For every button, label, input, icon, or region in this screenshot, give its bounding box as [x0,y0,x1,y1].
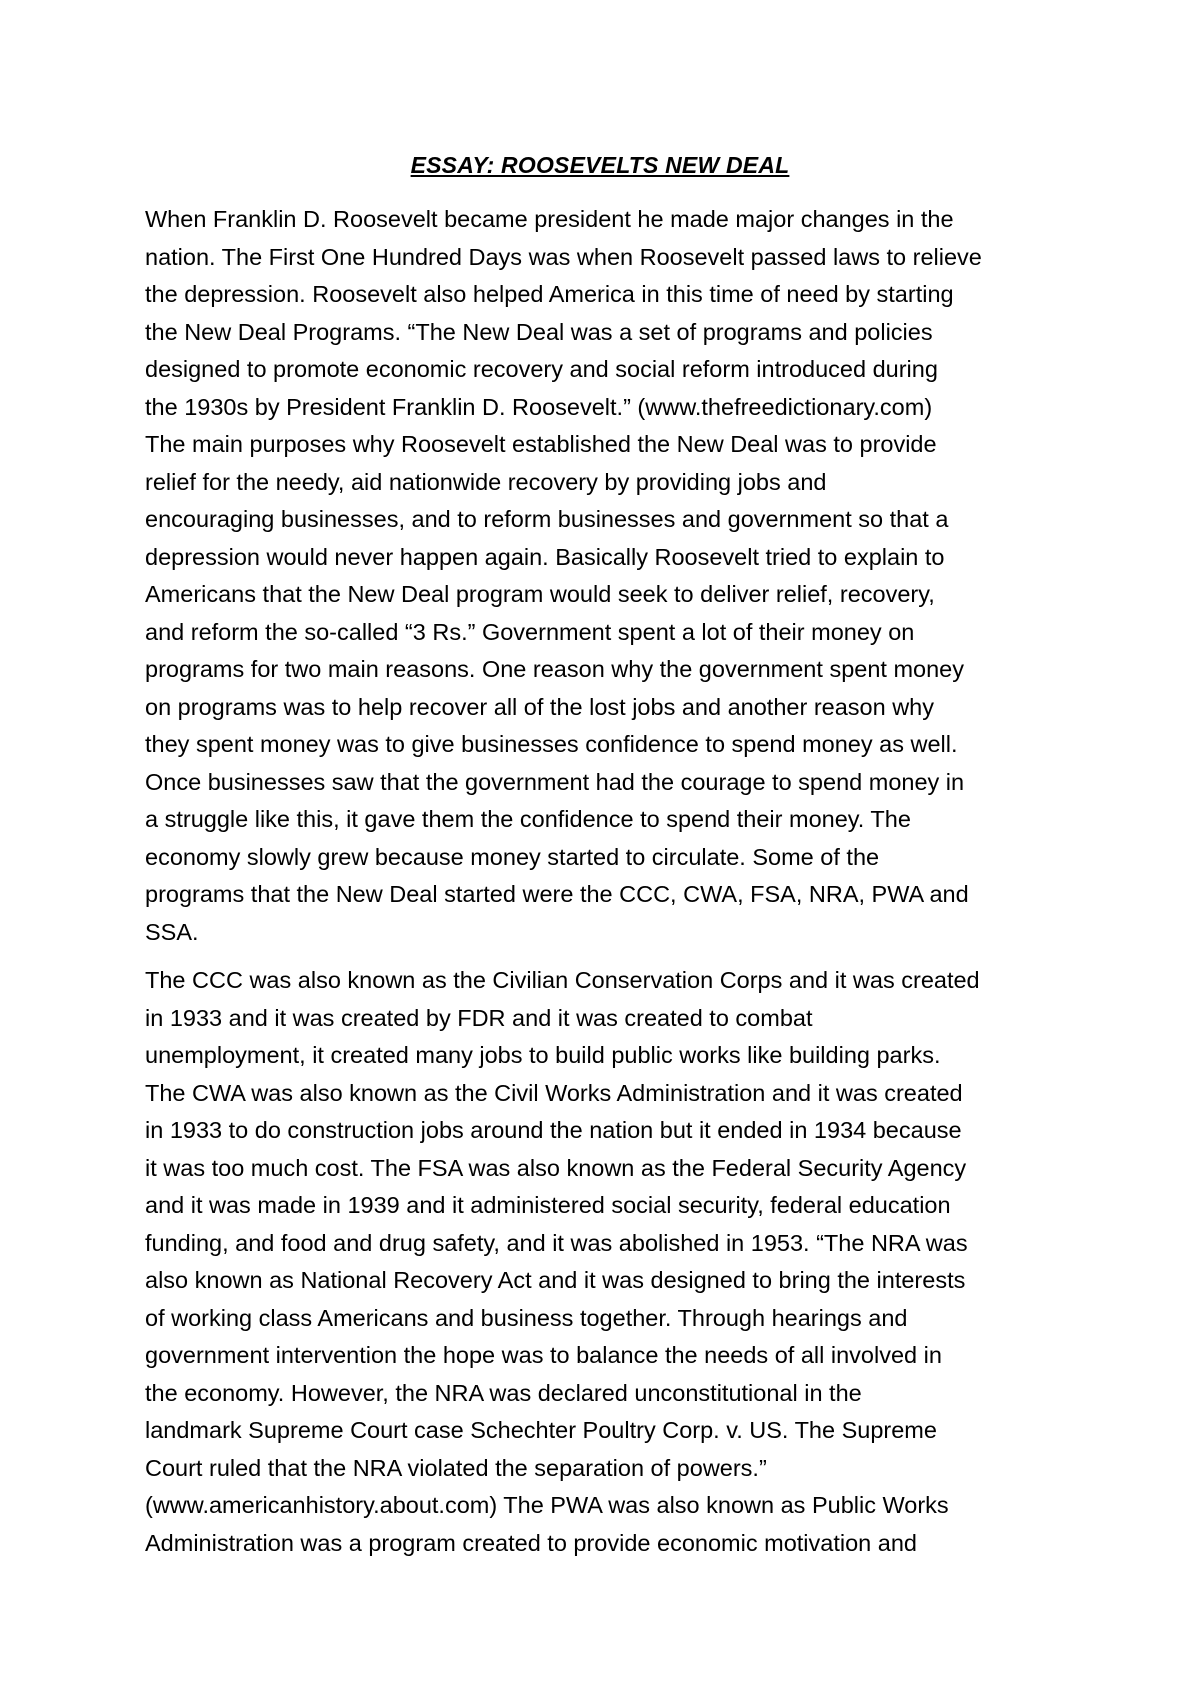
text-line: The main purposes why Roosevelt established the New Deal was to provide [145,431,937,457]
text-line: the 1930s by President Franklin D. Roosevelt.” (www.thefreedictionary.com) [145,393,933,420]
text-line: funding, and food and drug safety, and it was abolished in 1953. “The NRA was [145,1229,968,1256]
text-line: economy slowly grew because money started to circulate. Some of the [145,843,880,870]
text-line: a struggle like this, it gave them the confidence to spend their money. The [145,806,911,832]
text-line: SSA. [145,918,199,945]
text-line: depression would never happen again. Basically Roosevelt tried to explain to [145,543,945,570]
text-line: Administration was a program created to provide economic motivation and [145,1529,917,1556]
text-line: in 1933 and it was created by FDR and it was created to combat [145,1004,813,1031]
text-line: the economy. However, the NRA was declared unconstitutional in the [145,1379,862,1406]
paragraph-2 [145,962,1065,1562]
text-line: they spent money was to give businesses confidence to spend money as well. [145,731,958,757]
text-line: programs that the New Deal started were the CCC, CWA, FSA, NRA, PWA and [145,881,969,907]
text-line: also known as National Recovery Act and it was designed to bring the interests [145,1267,966,1293]
text-line: The CWA was also known as the Civil Works Administration and it was created [145,1079,963,1106]
text-line: Once businesses saw that the government had the courage to spend money in [145,768,965,795]
text-line: unemployment, it created many jobs to build public works like building parks. [145,1042,941,1068]
text-line: government intervention the hope was to balance the needs of all involved in [145,1342,942,1368]
text-line: of working class Americans and business together. Through hearings and [145,1304,908,1331]
text-line: on programs was to help recover all of the lost jobs and another reason why [145,693,934,720]
text-line: The CCC was also known as the Civilian Conservation Corps and it was created [145,967,980,993]
text-line: encouraging businesses, and to reform businesses and government so that a [145,506,949,532]
text-line: and reform the so-called “3 Rs.” Government spent a lot of their money on [145,618,915,645]
text-line: When Franklin D. Roosevelt became president he made major changes in the [145,206,954,232]
text-line: the New Deal Programs. “The New Deal was a set of programs and policies [145,318,933,345]
text-line: Court ruled that the NRA violated the separation of powers.” [145,1454,767,1481]
text-line: (www.americanhistory.about.com) The PWA was also known as Public Works [145,1492,949,1518]
essay-title: ESSAY: ROOSEVELTS NEW DEAL [410,152,790,178]
text-line: it was too much cost. The FSA was also known as the Federal Security Agency [145,1154,967,1181]
text-line: programs for two main reasons. One reason why the government spent money [145,656,964,682]
text-line: in 1933 to do construction jobs around the nation but it ended in 1934 because [145,1117,962,1143]
text-line: and it was made in 1939 and it administered social security, federal education [145,1192,951,1218]
text-line: designed to promote economic recovery and social reform introduced during [145,356,938,382]
text-line: landmark Supreme Court case Schechter Poultry Corp. v. US. The Supreme [145,1417,937,1443]
text-line: relief for the needy, aid nationwide recovery by providing jobs and [145,468,827,495]
text-line: the depression. Roosevelt also helped America in this time of need by starting [145,281,954,307]
text-line: Americans that the New Deal program would seek to deliver relief, recovery, [145,581,935,607]
paragraph-1 [145,201,1065,951]
text-line: nation. The First One Hundred Days was when Roosevelt passed laws to relieve [145,243,982,270]
